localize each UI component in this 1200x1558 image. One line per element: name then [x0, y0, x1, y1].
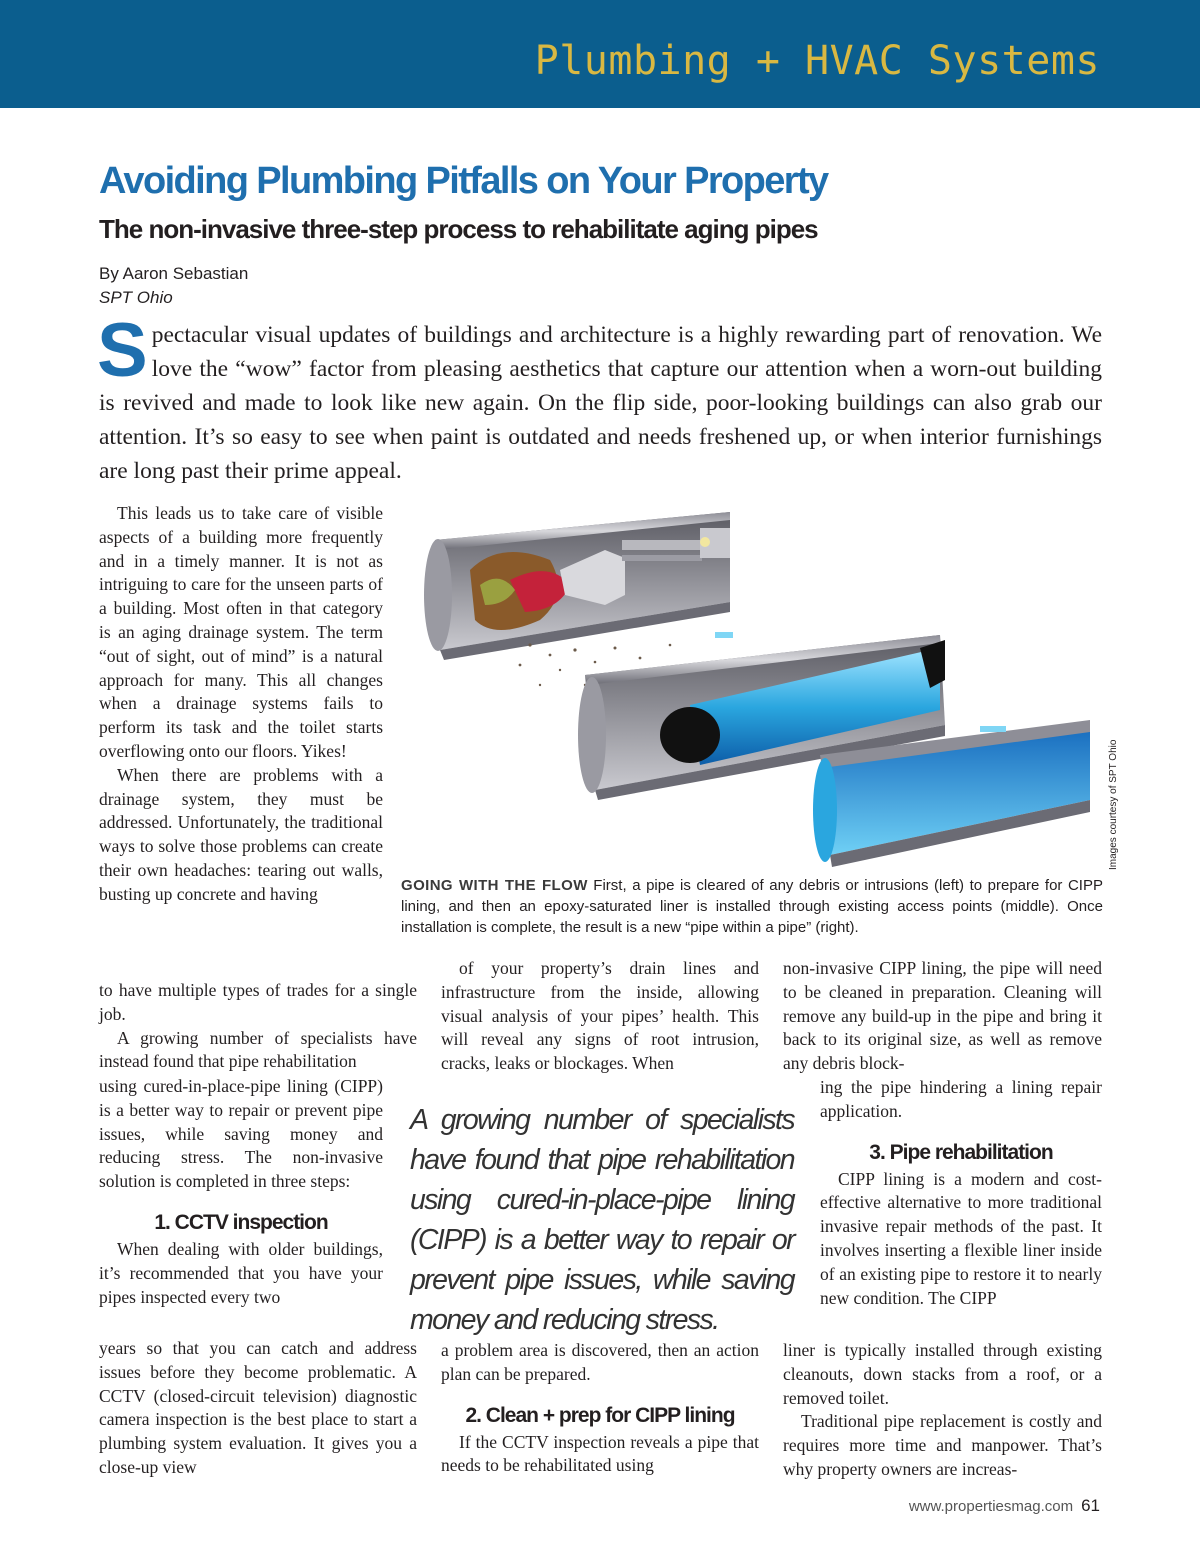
pull-quote: A growing number of specialists have found that pipe rehabilitation using cured-in-place-pipe lining (CIPP) is a better way to repair or prevent pipe issues, while saving money and reducing stress. — [410, 1104, 794, 1336]
body-paragraph: When there are problems with a drainage system, they must be addressed. Unfortunately, the traditional ways to solve those problems can create their own headaches: tearing out walls, busting up concrete and having — [99, 764, 383, 904]
byline — [99, 262, 248, 310]
body-paragraph: to have multiple types of trades for a single job. — [99, 980, 417, 1024]
article-subtitle: The non-invasive three-step process to rehabilitate aging pipes — [99, 214, 818, 244]
body-paragraph: using cured-in-place-pipe lining (CIPP) is a better way to repair or prevent pipe issues, while saving money and reducing stress. The non-invasive solution is completed in three steps: — [99, 1076, 383, 1192]
section-heading: 3. Pipe rehabilitation — [869, 1140, 1053, 1164]
lede-text: pectacular visual updates of buildings and architecture is a highly rewarding part of renovation. We love the “wow” factor from pleasing aesthetics that capture our attention when a worn-out building is revived and made to look like new again. On the flip side, poor-looking buildings can also grab our attention. It’s so easy to see when paint is outdated and needs freshened up, or when interior furnishings are long past their prime appeal. — [99, 322, 1102, 484]
lede-paragraph — [97, 308, 1102, 488]
author-organization: SPT Ohio — [99, 288, 173, 307]
body-paragraph: CIPP lining is a modern and cost-effective alternative to more traditional invasive repair methods of the past. It involves inserting a flexible liner inside of an existing pipe to restore it to nearly new condition. The CIPP — [820, 1168, 1102, 1308]
column-3-indented — [820, 1076, 1102, 1310]
column-1-narrow — [99, 1075, 383, 1309]
body-paragraph: If the CCTV inspection reveals a pipe that needs to be rehabilitated using — [441, 1431, 759, 1476]
body-paragraph: A growing number of specialists have instead found that pipe rehabilitation — [99, 1027, 417, 1072]
column-3-top — [783, 957, 1102, 1076]
body-paragraph: Traditional pipe replacement is costly and requires more time and manpower. That’s why property owners are increas- — [783, 1411, 1102, 1479]
article-title: Avoiding Plumbing Pitfalls on Your Property — [99, 160, 828, 202]
page-footer — [909, 1496, 1100, 1516]
caption-text: First, a pipe is cleared of any debris or intrusions (left) to prepare for CIPP lining, and then an epoxy-saturated liner is installed through existing access points (middle). Once installation is complete, the result is a new “pipe within a pipe” (right). — [401, 877, 1103, 936]
column-3-bottom — [783, 1339, 1102, 1482]
section-title: Plumbing + HVAC Systems — [534, 38, 1100, 84]
body-paragraph: This leads us to take care of visible aspects of a building more frequently and in a timely manner. It is not as intriguing to care for the unseen parts of a building. Most often in that category is an aging drainage system. The term “out of sight, out of mind” is a natural approach for many. This all changes when a drainage systems fails to perform its task and the toilet starts overflowing onto our floors. Yikes! — [99, 503, 383, 761]
section-heading: 2. Clean + prep for CIPP lining — [465, 1403, 735, 1427]
body-paragraph: non-invasive CIPP lining, the pipe will need to be cleaned in preparation. Cleaning will remove any build-up in the pipe and bring it back to its original size, as well as remove any debris block- — [783, 958, 1102, 1074]
website-url: www.propertiesmag.com — [908, 1498, 1074, 1515]
column-1-wide — [99, 979, 417, 1074]
body-paragraph: years so that you can catch and address issues before they become problematic. A CCTV (closed-circuit television) diagnostic camera inspection is the best place to start a plumbing system evaluation. It gives you a close-up view — [99, 1338, 417, 1477]
body-paragraph: of your property’s drain lines and infrastructure from the inside, allowing visual analysis of your pipes’ health. This will reveal any signs of root intrusion, cracks, leaks or blockages. When — [441, 958, 759, 1074]
section-heading: 1. CCTV inspection — [154, 1210, 328, 1234]
body-paragraph: When dealing with older buildings, it’s recommended that you have your pipes inspected every two — [99, 1238, 383, 1307]
drop-cap: S — [97, 308, 148, 393]
pipe-rehabilitation-illustration — [400, 500, 1102, 872]
image-credit: Images courtesy of SPT Ohio — [1108, 739, 1119, 870]
figure-caption — [401, 875, 1103, 938]
body-paragraph: liner is typically installed through existing cleanouts, down stacks from a roof, or a removed toilet. — [783, 1340, 1102, 1408]
column-2-bottom — [441, 1339, 759, 1478]
caption-lead: GOING WITH THE FLOW — [401, 877, 588, 894]
author: By Aaron Sebastian — [99, 264, 249, 283]
body-paragraph: ing the pipe hindering a lining repair application. — [820, 1077, 1102, 1121]
column-2-top — [441, 957, 759, 1076]
page-number: 61 — [1081, 1496, 1100, 1515]
column-1-bottom — [99, 1337, 417, 1480]
column-1-top — [99, 502, 383, 907]
body-paragraph: a problem area is discovered, then an action plan can be prepared. — [441, 1340, 759, 1384]
